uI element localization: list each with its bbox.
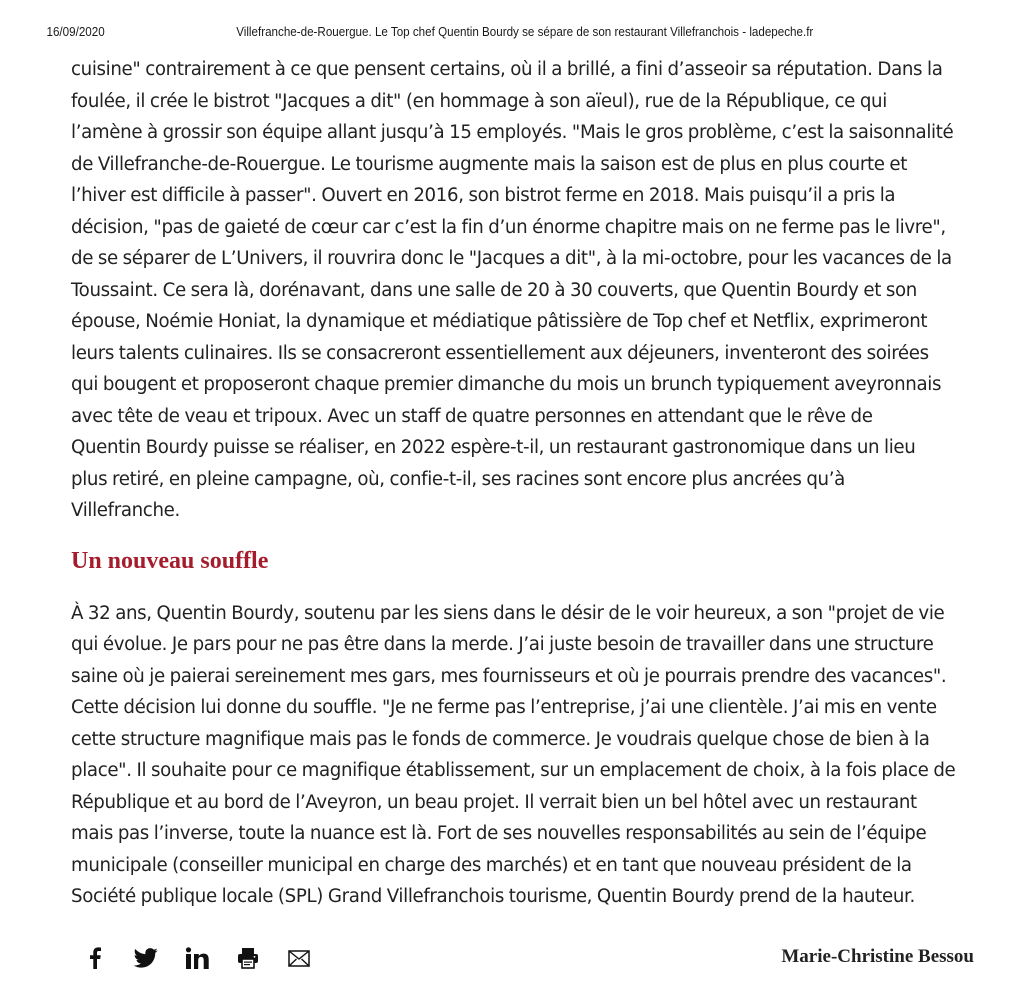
print-date: 16/09/2020 — [46, 25, 105, 39]
text-line: cuisine" contrairement à ce que pensent certains, où il a brillé, a fini d’asseoir sa réputation. Dans la — [71, 59, 943, 80]
share-facebook-button[interactable] — [80, 943, 110, 973]
text-line: de Villefranche-de-Rouergue. Le tourisme augmente mais la saison est de plus en plus courte et — [71, 153, 908, 175]
share-linkedin-button[interactable] — [182, 943, 212, 973]
print-header — [0, 25, 952, 41]
text-line: qui bougent et proposeront chaque premier dimanche du mois un brunch typiquement aveyronnais — [71, 374, 942, 395]
article-body — [71, 54, 976, 913]
article-paragraph-2 — [71, 598, 976, 913]
text-line: saine où je paierai sereinement mes gars, mes fournisseurs et où je pourrais prendre des vacances". — [71, 665, 947, 687]
text-line: À 32 ans, Quentin Bourdy, soutenu par les siens dans le désir de le voir heureux, a son "projet de vie — [71, 602, 945, 624]
linkedin-icon — [185, 947, 209, 969]
print-page-title: Villefranche-de-Rouergue. Le Top chef Quentin Bourdy se sépare de son restaurant Villefranchois - ladepeche.fr — [236, 25, 814, 39]
text-line: avec tête de veau et tripoux. Avec un staff de quatre personnes en attendant que le rêve de — [71, 405, 873, 427]
text-line: République et au bord de l’Aveyron, un beau projet. Il verrait bien un bel hôtel avec un restaurant — [71, 791, 917, 813]
text-line: Toussaint. Ce sera là, dorénavant, dans une salle de 20 à 30 couverts, que Quentin Bourdy et son — [71, 279, 917, 301]
text-line: municipale (conseiller municipal en charge des marchés) et en tant que nouveau président de la — [71, 854, 912, 876]
text-line: l’hiver est difficile à passer". Ouvert en 2016, son bistrot ferme en 2018. Mais puisqu’il a pris la — [71, 185, 896, 206]
text-line: l’amène à grossir son équipe allant jusqu’à 15 employés. "Mais le gros problème, c’est la saisonnalité — [71, 122, 954, 143]
text-line: mais pas l’inverse, toute la nuance est là. Fort de ses nouvelles responsabilités au sein de l’équipe — [71, 823, 927, 844]
share-email-button[interactable] — [284, 943, 314, 973]
text-line: Société publique locale (SPL) Grand Villefranchois tourisme, Quentin Bourdy prend de la hauteur. — [71, 886, 915, 907]
email-icon — [288, 950, 310, 967]
share-twitter-button[interactable] — [131, 943, 161, 973]
text-line: leurs talents culinaires. Ils se consacreront essentiellement aux déjeuners, inventeront des soirées — [71, 342, 929, 364]
text-line: Cette décision lui donne du souffle. "Je ne ferme pas l’entreprise, j’ai une clientèle. J’ai mis en vente — [71, 697, 937, 718]
text-line: Villefranche. — [71, 500, 180, 521]
article-paragraph-1 — [71, 54, 976, 527]
twitter-icon — [134, 948, 158, 968]
text-line: épouse, Noémie Honiat, la dynamique et médiatique pâtissière de Top chef et Netflix, exprimeront — [71, 311, 928, 332]
text-line: de se séparer de L’Univers, il rouvrira donc le "Jacques a dit", à la mi-octobre, pour les vacances de la — [71, 248, 952, 269]
author-byline: Marie-Christine Bessou — [781, 946, 974, 967]
print-icon — [237, 947, 259, 969]
text-line: cette structure magnifique mais pas le fonds de commerce. Je voudrais quelque chose de bien à la — [71, 728, 930, 750]
facebook-icon — [88, 947, 102, 969]
text-line: plus retiré, en pleine campagne, où, confie-t-il, ses racines sont encore plus ancrées qu’à — [71, 468, 845, 490]
section-heading: Un nouveau souffle — [71, 547, 269, 574]
text-line: foulée, il crée le bistrot "Jacques a dit" (en hommage à son aïeul), rue de la République, ce qui — [71, 90, 887, 112]
text-line: qui évolue. Je pars pour ne pas être dans la merde. J’ai juste besoin de travailler dans une structure — [71, 634, 934, 655]
text-line: décision, "pas de gaieté de cœur car c’est la fin d’un énorme chapitre mais on ne ferme pas le livre", — [71, 216, 946, 238]
share-bar — [80, 942, 335, 974]
text-line: Quentin Bourdy puisse se réaliser, en 2022 espère-t-il, un restaurant gastronomique dans un lieu — [71, 437, 916, 458]
text-line: place". Il souhaite pour ce magnifique établissement, sur un emplacement de choix, à la fois place de — [71, 760, 956, 781]
print-button[interactable] — [233, 943, 263, 973]
